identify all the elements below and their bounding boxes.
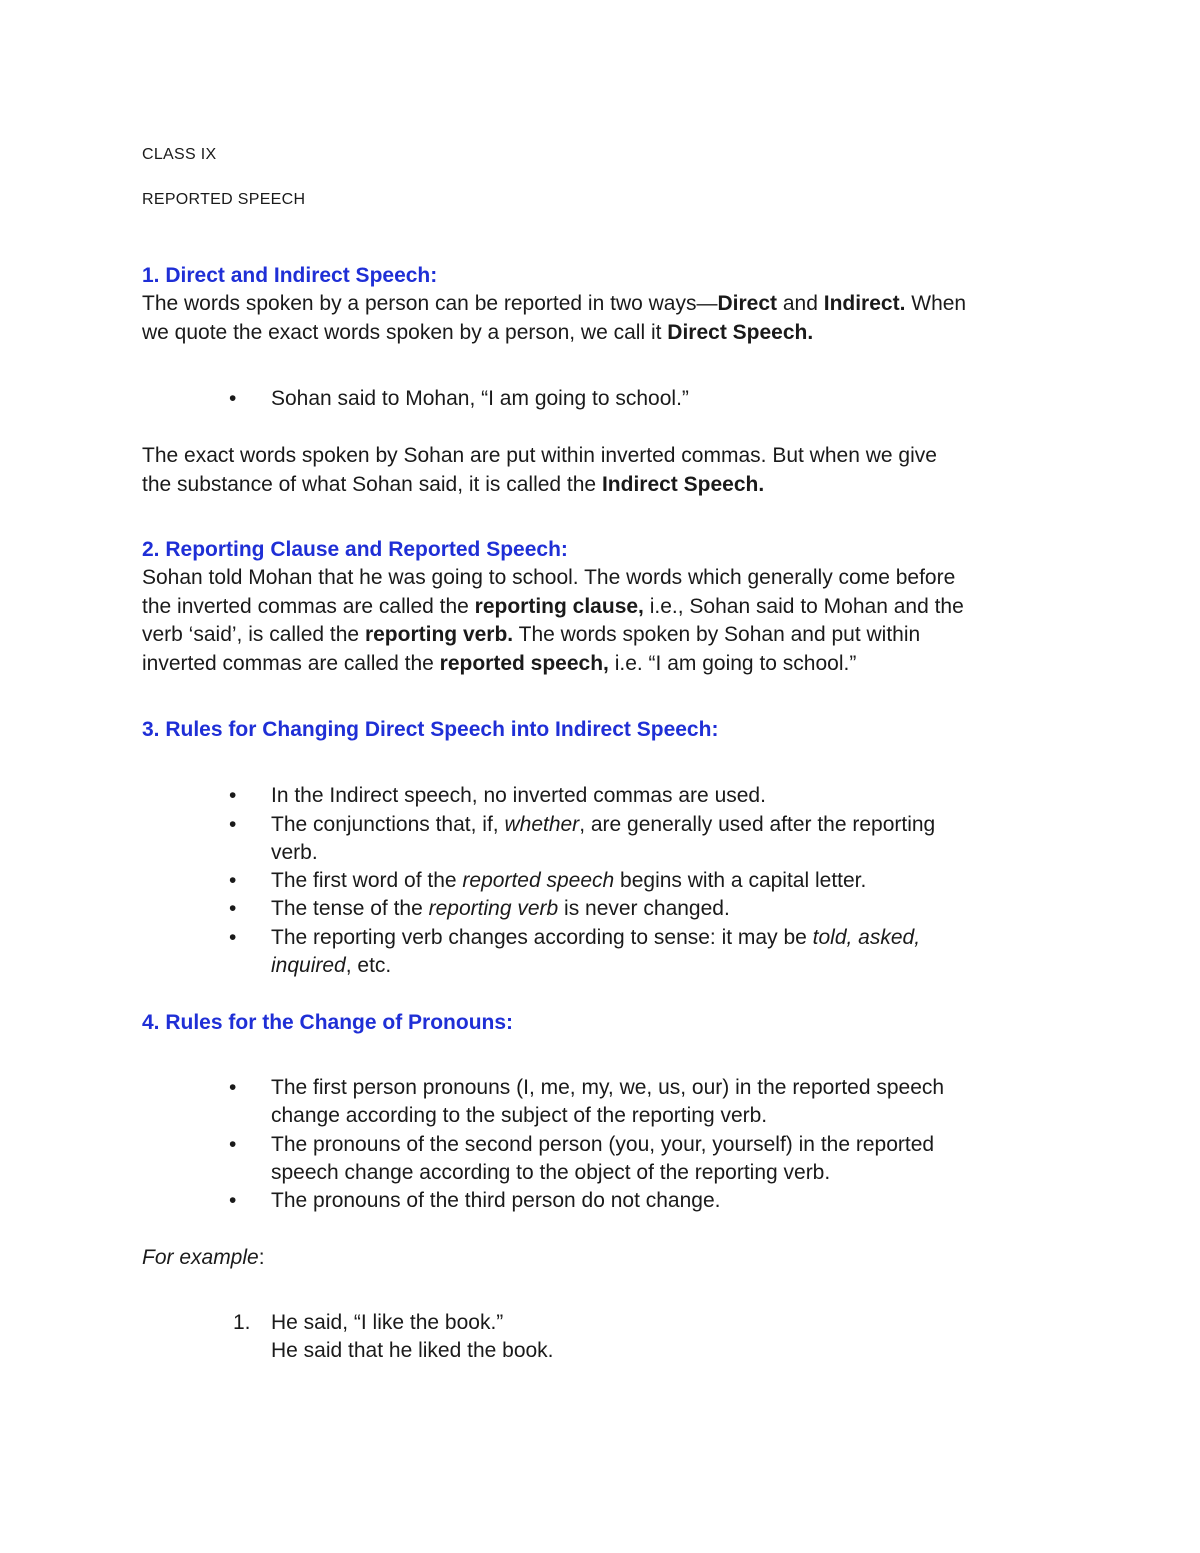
text: begins with a capital letter. (614, 869, 867, 892)
text: i.e., Sohan said to Mohan and the (643, 595, 964, 618)
text: The words spoken by Sohan and put within (513, 623, 921, 646)
text: we quote the exact words spoken by a person, we call it (142, 321, 668, 344)
section-3-bullet (271, 926, 920, 950)
text: When (905, 292, 967, 315)
list-number: 1. (233, 1311, 251, 1334)
section-1-heading: 1. Direct and Indirect Speech: (142, 264, 438, 287)
text: and (777, 292, 824, 315)
example-direct: He said, “I like the book.” (271, 1311, 504, 1334)
section-4-bullet: The pronouns of the third person do not change. (271, 1189, 721, 1212)
section-3-bullet-continuation: verb. (271, 841, 318, 864)
section-4-heading: 4. Rules for the Change of Pronouns: (142, 1011, 514, 1034)
bullet-icon: • (229, 1189, 237, 1212)
section-2-paragraph-line (142, 623, 920, 647)
text: The conjunctions that, if, (271, 813, 505, 836)
section-4-bullet: The pronouns of the second person (you, your, yourself) in the reported (271, 1133, 935, 1156)
italic-text: For example (142, 1246, 259, 1269)
bullet-icon: • (229, 869, 237, 892)
text: The tense of the (271, 897, 429, 920)
section-1-paragraph-line (142, 321, 813, 345)
bold-text: reporting verb. (364, 623, 514, 646)
text: The words spoken by a person can be reported in two ways— (142, 292, 718, 315)
section-2-paragraph-line (142, 652, 856, 676)
italic-text: inquired (271, 954, 346, 977)
section-3-bullet (271, 869, 866, 893)
italic-text: told, asked, (812, 926, 921, 949)
class-label: CLASS IX (142, 146, 217, 163)
bullet-icon: • (229, 897, 237, 920)
section-1-paragraph-line: The exact words spoken by Sohan are put within inverted commas. But when we give (142, 444, 937, 467)
section-4-bullet: The first person pronouns (I, me, my, we, us, our) in the reported speech (271, 1076, 945, 1099)
bullet-icon: • (229, 387, 237, 410)
section-2-paragraph-line: Sohan told Mohan that he was going to school. The words which generally come before (142, 566, 956, 589)
bold-text: Direct (717, 292, 778, 315)
text: The first word of the (271, 869, 463, 892)
text: , are generally used after the reporting (579, 813, 936, 836)
bold-text: Indirect Speech. (601, 473, 765, 496)
bullet-icon: • (229, 784, 237, 807)
section-2-heading: 2. Reporting Clause and Reported Speech: (142, 538, 568, 561)
italic-text: whether (504, 813, 580, 836)
example-indirect: He said that he liked the book. (271, 1339, 554, 1362)
text: The reporting verb changes according to sense: it may be (271, 926, 813, 949)
section-1-paragraph-line (142, 292, 966, 316)
section-3-bullet-continuation (271, 954, 391, 978)
section-3-bullet (271, 813, 935, 837)
bold-text: Indirect. (823, 292, 906, 315)
text: is never changed. (558, 897, 730, 920)
text: , etc. (345, 954, 392, 977)
bullet-icon: • (229, 1133, 237, 1156)
text: : (258, 1246, 265, 1269)
bullet-icon: • (229, 926, 237, 949)
section-3-bullet: In the Indirect speech, no inverted commas are used. (271, 784, 766, 807)
section-1-paragraph-line (142, 473, 764, 497)
bold-text: Direct Speech. (667, 321, 814, 344)
italic-text: reporting verb (428, 897, 559, 920)
bold-text: reporting clause, (474, 595, 644, 618)
section-2-paragraph-line (142, 595, 964, 619)
bullet-icon: • (229, 1076, 237, 1099)
section-4-bullet-continuation: change according to the subject of the reporting verb. (271, 1104, 768, 1127)
text: the inverted commas are called the (142, 595, 475, 618)
text: the substance of what Sohan said, it is called the (142, 473, 602, 496)
italic-text: reported speech (462, 869, 615, 892)
section-1-bullet: Sohan said to Mohan, “I am going to school.” (271, 387, 689, 410)
text: verb ‘said’, is called the (142, 623, 365, 646)
bold-text: reported speech, (439, 652, 609, 675)
section-4-bullet-continuation: speech change according to the object of the reporting verb. (271, 1161, 831, 1184)
example-label (142, 1246, 265, 1270)
subject-label: REPORTED SPEECH (142, 191, 306, 208)
text: i.e. “I am going to school.” (608, 652, 857, 675)
section-3-heading: 3. Rules for Changing Direct Speech into Indirect Speech: (142, 718, 719, 741)
bullet-icon: • (229, 813, 237, 836)
section-3-bullet (271, 897, 730, 921)
text: inverted commas are called the (142, 652, 440, 675)
